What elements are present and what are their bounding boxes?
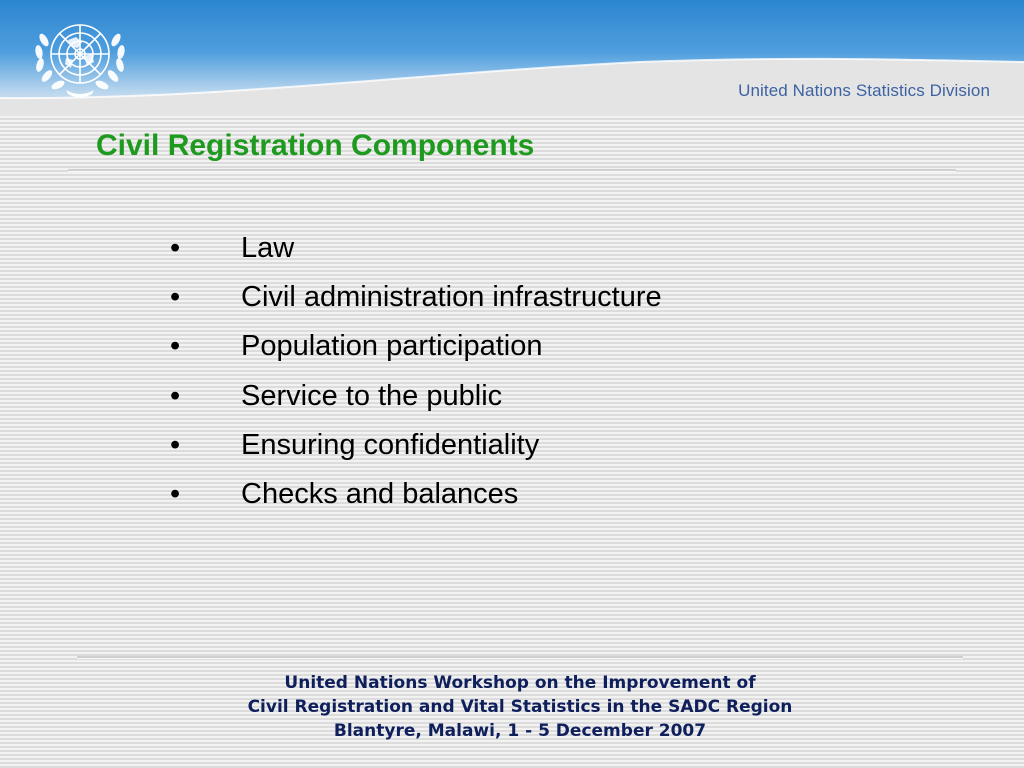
header-banner [0, 0, 1024, 116]
bullet-icon: • [170, 379, 181, 412]
bullet-icon: • [170, 428, 181, 461]
list-item-text: Population participation [241, 330, 543, 363]
footer-line-location-date: Blantyre, Malawi, 1 - 5 December 2007 [333, 721, 707, 741]
footer-divider [77, 656, 963, 659]
bullet-icon: • [170, 330, 181, 363]
list-item-text: Law [241, 232, 295, 264]
bullet-icon: • [170, 232, 181, 264]
un-emblem-icon [26, 10, 134, 102]
list-item-text: Service to the public [241, 379, 503, 412]
slide-title: Civil Registration Components [96, 129, 535, 162]
list-item-text: Ensuring confidentiality [241, 428, 540, 461]
footer-line-topic: Civil Registration and Vital Statistics in the SADC Region [247, 697, 793, 717]
footer [0, 671, 1024, 743]
bullet-icon: • [170, 281, 181, 314]
list-item-text: Civil administration infrastructure [241, 281, 662, 314]
list-item-text: Checks and balances [241, 477, 519, 510]
title-divider [68, 169, 956, 172]
footer-line-workshop: United Nations Workshop on the Improvement of [284, 673, 756, 693]
division-name: United Nations Statistics Division [738, 81, 990, 100]
bullet-icon: • [170, 477, 181, 510]
